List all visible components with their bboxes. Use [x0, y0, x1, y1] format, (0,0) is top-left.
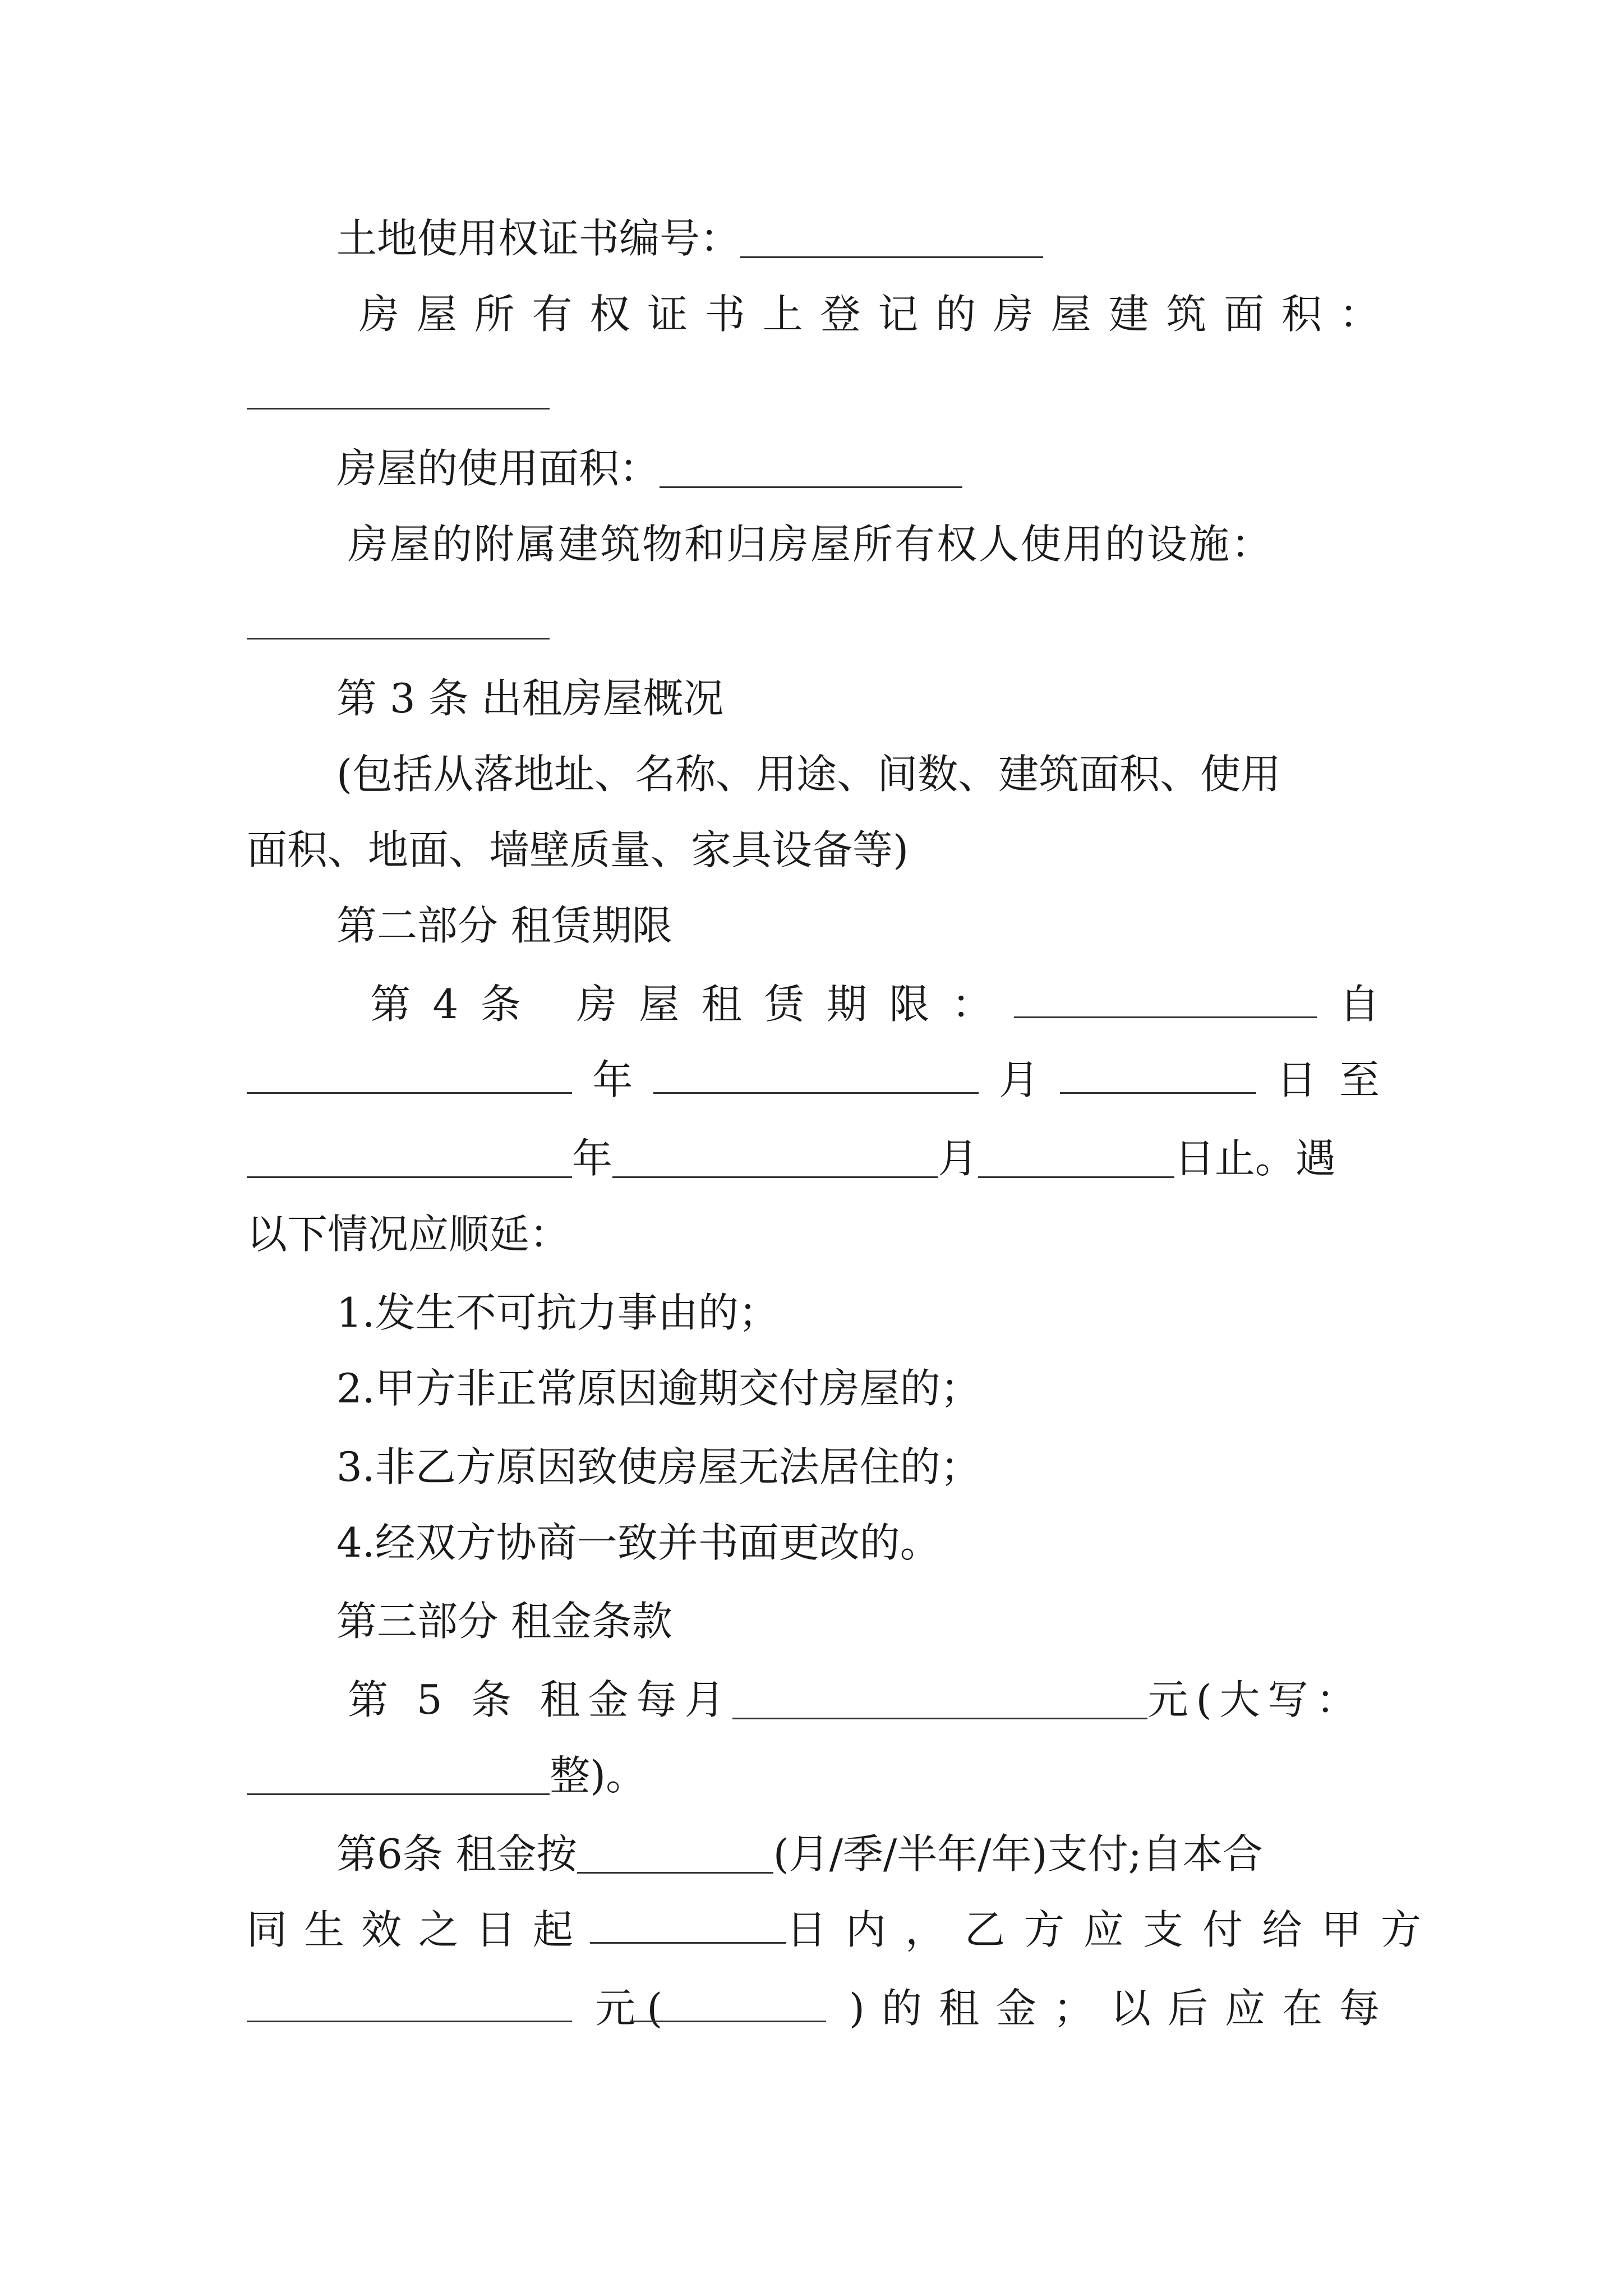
article-5-yuan: 元(大写：: [1147, 1676, 1364, 1723]
char: 积: [1281, 291, 1322, 338]
condition-text: 4.经双方协商一致并书面更改的。: [336, 1519, 940, 1566]
char: 屋: [1050, 291, 1091, 338]
char: 自: [1339, 981, 1380, 1028]
article-6-line-2: [247, 1899, 1441, 1961]
article-3-heading: [336, 668, 1380, 729]
article-6-text: 同生效之日起: [247, 1906, 591, 1953]
char: 证: [647, 291, 688, 338]
article-3-title: 第 3 条 出租房屋概况: [336, 675, 724, 722]
char: 面: [1224, 291, 1265, 338]
end-month-blank[interactable]: [612, 1135, 938, 1178]
condition-text: 2.甲方非正常原因逾期交付房屋的；: [336, 1365, 981, 1412]
part-3-heading: [336, 1590, 1380, 1652]
payment-cycle-blank[interactable]: [577, 1830, 773, 1874]
char: 房: [359, 291, 400, 338]
usable-area-label: 房屋的使用面积：: [336, 445, 660, 492]
char: 条: [480, 981, 521, 1028]
article-3-note-line-2: [247, 819, 1380, 881]
char: 第: [370, 981, 411, 1028]
char: ：: [1339, 291, 1380, 338]
article-5-line-2: [247, 1745, 1380, 1806]
char: 限: [889, 981, 930, 1028]
ancillary-blank-line: [247, 589, 1380, 651]
first-rent-amount-blank[interactable]: [247, 1979, 572, 2022]
condition-item: [336, 1512, 1380, 1573]
start-year-blank[interactable]: [247, 1051, 572, 1094]
char: 登: [820, 291, 861, 338]
char: 的: [935, 291, 976, 338]
article-4-line-3: [247, 1128, 1380, 1189]
article-3-note-text-1: (包括从落地址、名称、用途、间数、建筑面积、使用: [336, 751, 1281, 798]
article-6-prefix: 第6条 租金按: [336, 1830, 577, 1878]
char: 赁: [764, 981, 805, 1028]
char: 房: [993, 291, 1034, 338]
article-5-line-1: [348, 1669, 1380, 1731]
char: 屋: [416, 291, 457, 338]
end-day-blank[interactable]: [978, 1135, 1174, 1178]
day-end-label: 日止。遇: [1174, 1135, 1336, 1182]
ancillary-facilities-line: [348, 513, 1380, 575]
condition-item: [336, 1282, 1380, 1343]
start-day-blank[interactable]: [1060, 1051, 1256, 1094]
days-blank[interactable]: [590, 1901, 786, 1944]
ancillary-facilities-blank[interactable]: [247, 596, 550, 639]
day-to-label: 日至: [1276, 1056, 1402, 1103]
char: 建: [1108, 291, 1149, 338]
lease-period-blank[interactable]: [1014, 975, 1317, 1018]
ancillary-facilities-label: 房屋的附属建筑物和归房屋所有权人使用的设施：: [348, 521, 1274, 568]
article-4-line-2: [247, 1049, 1402, 1111]
char: 书: [704, 291, 745, 338]
usable-area-line: [336, 438, 1380, 499]
land-use-cert-blank[interactable]: [740, 215, 1043, 258]
part-2-title: 第二部分 租赁期限: [336, 902, 672, 949]
land-use-cert-label: 土地使用权证书编号：: [336, 215, 741, 262]
year-label: 年: [592, 1056, 633, 1103]
part-3-title: 第三部分 租金条款: [336, 1598, 672, 1645]
land-use-cert-line: [336, 208, 1380, 269]
article-6-text: 日内，乙方应支付给甲方: [786, 1906, 1441, 1953]
month-label: 月: [938, 1135, 979, 1182]
start-month-blank[interactable]: [653, 1051, 979, 1094]
end-year-blank[interactable]: [247, 1135, 572, 1178]
char: 屋: [639, 981, 680, 1028]
month-label: 月: [999, 1056, 1040, 1103]
year-label: 年: [572, 1135, 613, 1182]
registered-area-line: [359, 283, 1380, 345]
extension-intro: 以下情况应顺延：: [247, 1211, 570, 1258]
monthly-rent-blank[interactable]: [732, 1676, 1147, 1719]
char: 所: [474, 291, 515, 338]
char: 有: [532, 291, 573, 338]
condition-item: [336, 1436, 1380, 1498]
char: 权: [589, 291, 630, 338]
article-3-note-line-1: [336, 743, 1380, 805]
condition-item: [336, 1358, 1380, 1419]
article-6-text: 元(: [595, 1985, 674, 2032]
condition-text: 3.非乙方原因致使房屋无法居住的；: [336, 1443, 981, 1490]
article-6-line-3: [247, 1977, 1396, 2039]
char: 租: [701, 981, 742, 1028]
part-2-heading: [336, 895, 1380, 956]
article-6-suffix: (月/季/半年/年)支付;自本合: [773, 1830, 1263, 1878]
char: 上: [762, 291, 803, 338]
usable-area-blank[interactable]: [660, 445, 962, 488]
article-4-line-4: [247, 1203, 1380, 1265]
char: 筑: [1166, 291, 1207, 338]
article-5-prefix: 第 5 条 租金每月: [348, 1676, 733, 1723]
first-rent-capital-blank[interactable]: [630, 1979, 826, 2022]
article-5-zheng: 整)。: [550, 1752, 647, 1799]
registered-area-blank-line: [247, 359, 1380, 421]
char: ：: [951, 981, 992, 1028]
article-6-line-1: [336, 1823, 1380, 1885]
article-4-line-1: [370, 973, 1380, 1035]
char: 期: [826, 981, 867, 1028]
char: 4: [432, 981, 459, 1028]
registered-area-blank[interactable]: [247, 366, 550, 409]
char: 记: [878, 291, 919, 338]
condition-text: 1.发生不可抗力事由的；: [336, 1289, 779, 1336]
char: 房: [576, 981, 617, 1028]
article-3-note-text-2: 面积、地面、墙壁质量、家具设备等): [247, 826, 909, 873]
article-6-text: )的租金；以后应在每: [849, 1985, 1396, 2032]
rent-capital-blank[interactable]: [247, 1752, 550, 1795]
